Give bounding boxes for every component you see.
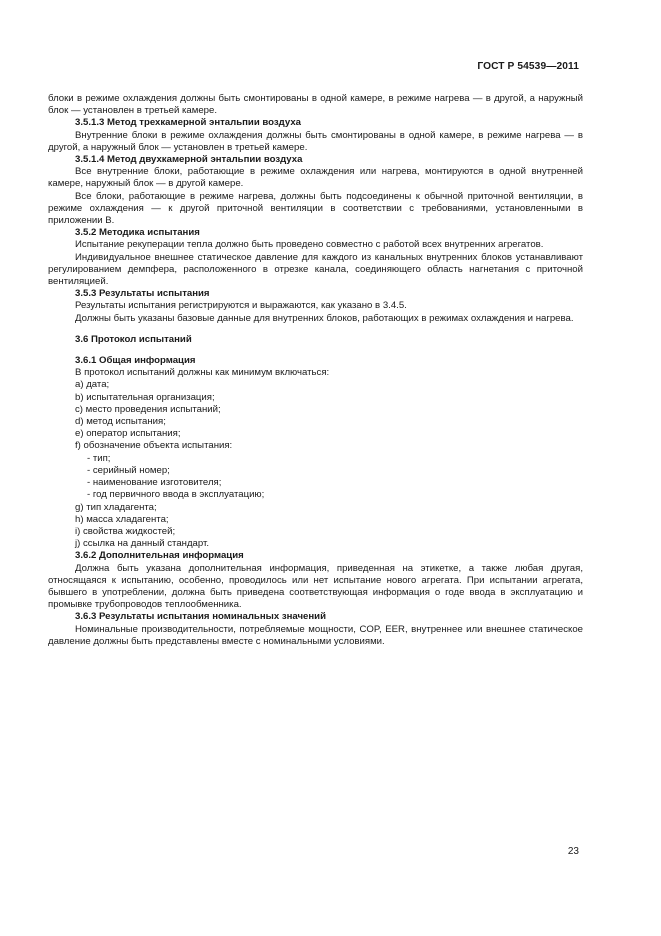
page-number: 23 (567, 846, 579, 857)
paragraph: Все внутренние блоки, работающие в режиме охлаждения или нагрева, монтируются в одной внутренней камере, наружный блок — в другой камере. (48, 166, 583, 190)
section-heading: 3.5.1.4 Метод двухкамерной энтальпии воздуха (75, 154, 303, 166)
section-heading: 3.6.2 Дополнительная информация (75, 550, 244, 562)
section-heading: 3.6.3 Результаты испытания номинальных значений (75, 611, 326, 623)
list-item: e) оператор испытания; (75, 428, 181, 440)
list-item: a) дата; (75, 379, 110, 391)
section-spacer (48, 346, 583, 355)
paragraph: Должны быть указаны базовые данные для внутренних блоков, работающих в режимах охлаждения и нагрева. (75, 312, 574, 324)
section-heading: 3.5.1.3 Метод трехкамерной энтальпии воздуха (75, 117, 301, 129)
list-item: f) обозначение объекта испытания: (75, 440, 233, 452)
paragraph: Результаты испытания регистрируются и выражаются, как указано в 3.4.5. (75, 300, 407, 312)
section-heading: 3.6 Протокол испытаний (75, 333, 192, 345)
paragraph: Должна быть указана дополнительная информация, приведенная на этикетке, а также любая другая, относящаяся к испытанию, особенно, проводилось или нет испытание нового агрегата. При испытании агрегата, бывшего в употреблении, должна быть приведена соответствующая информация о годе ввода в эксплуатацию и промывке трубопроводов теплообменника. (48, 562, 583, 611)
list-item: d) метод испытания; (75, 416, 166, 428)
list-item: c) место проведения испытаний; (75, 403, 221, 415)
section-spacer (48, 325, 583, 334)
document-body (48, 93, 583, 648)
list-item: g) тип хладагента; (75, 501, 157, 513)
paragraph: В протокол испытаний должны как минимум включаться: (75, 367, 330, 379)
section-heading: 3.5.2 Методика испытания (75, 227, 200, 239)
paragraph: Внутренние блоки в режиме охлаждения должны быть смонтированы в одной камере, в режиме нагрева — в другой, а наружный блок — установлен в третьей камере. (48, 129, 583, 153)
sub-list-item: - тип; (87, 452, 111, 464)
section-heading: 3.6.1 Общая информация (75, 355, 196, 367)
paragraph: Номинальные производительности, потребляемые мощности, COP, EER, внутреннее или внешнее статическое давление должны быть представлены вместе с номинальными условиями. (48, 623, 583, 647)
sub-list-item: - наименование изготовителя; (87, 477, 222, 489)
paragraph: Индивидуальное внешнее статическое давление для каждого из канальных внутренних блоков устанавливают регулированием демпфера, расположенного в отрезке канала, соединяющего область нагнетания с приточной вентиляцией. (48, 251, 583, 288)
sub-list-item: - серийный номер; (87, 464, 170, 476)
list-item: b) испытательная организация; (75, 391, 215, 403)
paragraph: блоки в режиме охлаждения должны быть смонтированы в одной камере, в режиме нагрева — в другой, а наружный блок — установлен в третьей камере. (48, 93, 583, 117)
document-header: ГОСТ Р 54539—2011 (477, 61, 579, 72)
list-item: h) масса хладагента; (75, 513, 169, 525)
paragraph: Все блоки, работающие в режиме нагрева, должны быть подсоединены к обычной приточной вентиляции, в режиме охлаждения — к другой приточной вентиляции в соответствии с требованиями, установленными в приложении В. (48, 190, 583, 227)
list-item: j) ссылка на данный стандарт. (75, 538, 210, 550)
section-heading: 3.5.3 Результаты испытания (75, 288, 210, 300)
list-item: i) свойства жидкостей; (75, 525, 176, 537)
sub-list-item: - год первичного ввода в эксплуатацию; (87, 489, 265, 501)
paragraph: Испытание рекуперации тепла должно быть проведено совместно с работой всех внутренних агрегатов. (75, 239, 544, 251)
